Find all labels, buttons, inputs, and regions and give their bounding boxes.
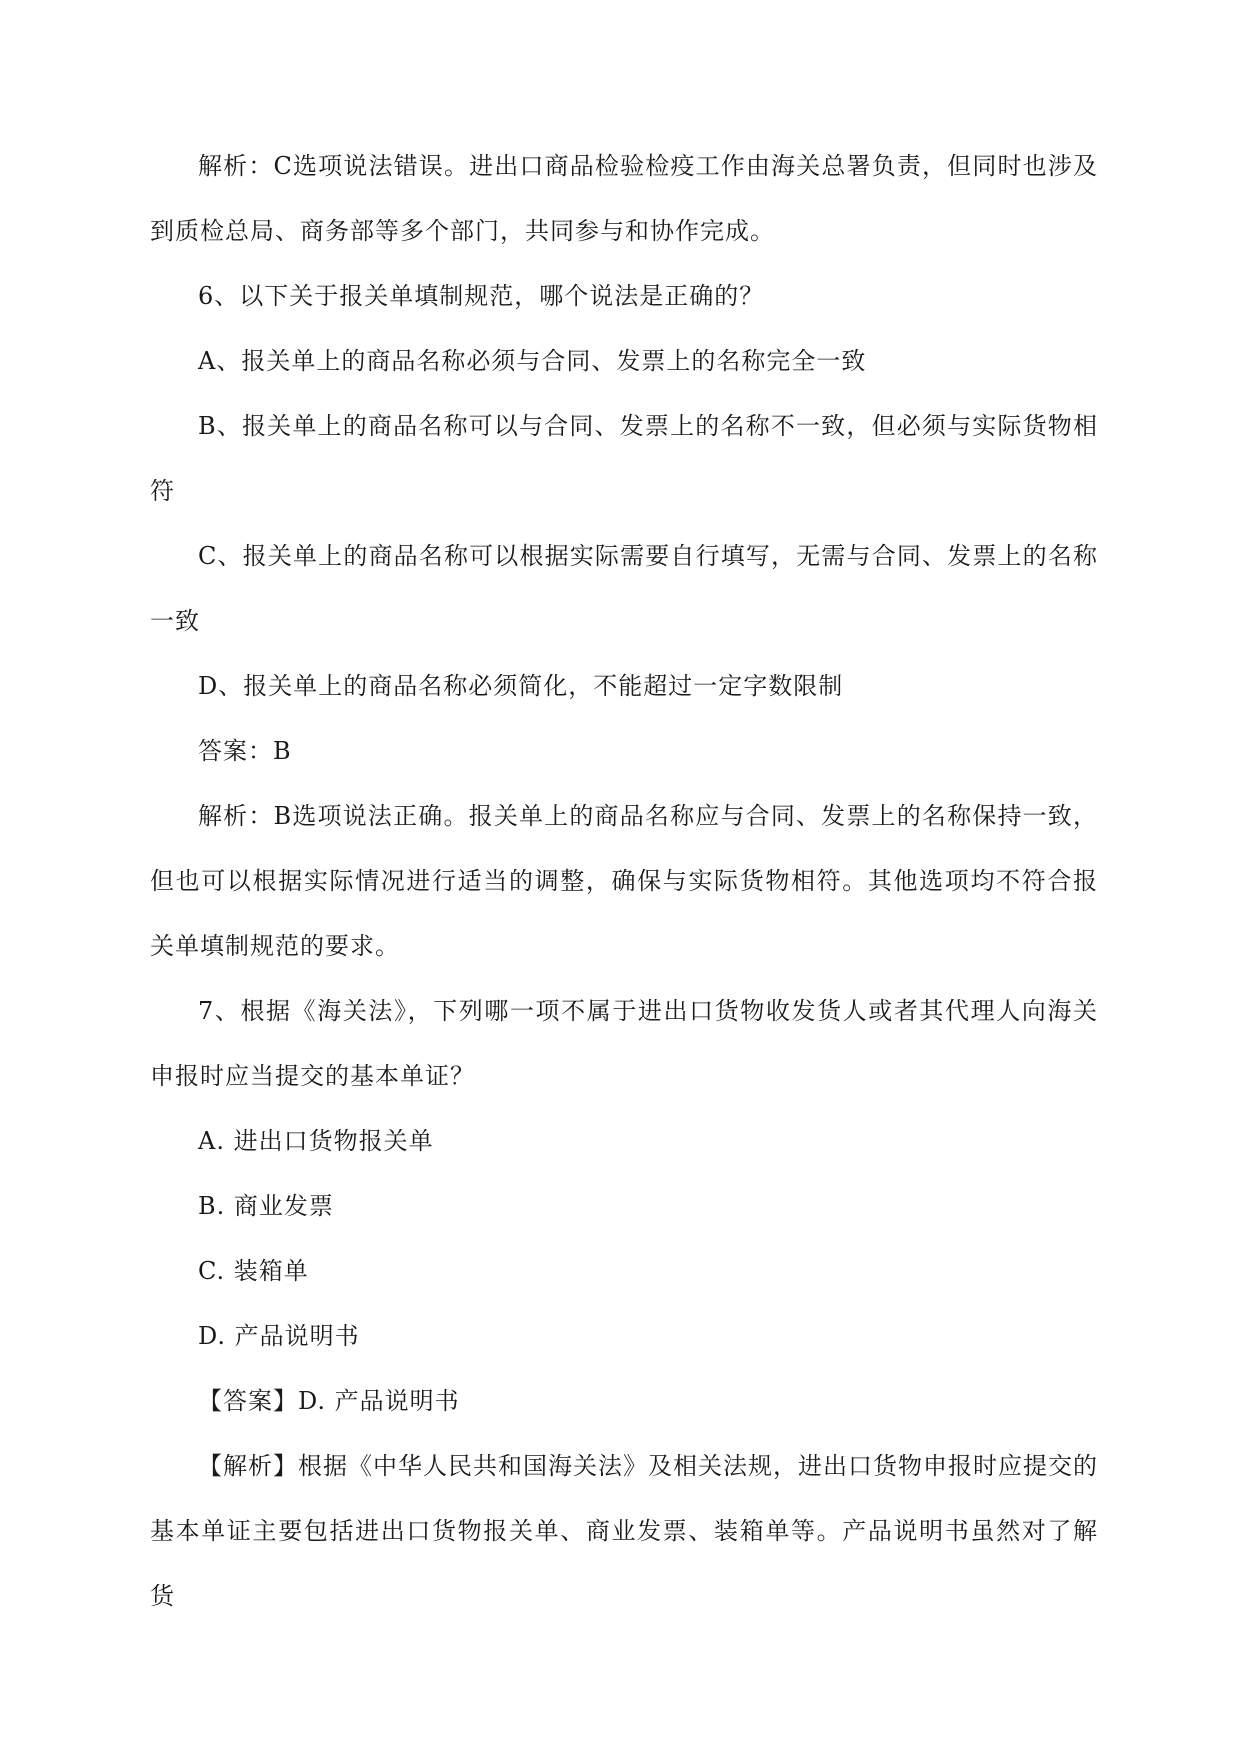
- analysis-paragraph-q5: 解析：C选项说法错误。进出口商品检验检疫工作由海关总署负责，但同时也涉及到质检总局、商务部等多个部门，共同参与和协作完成。: [150, 152, 1098, 245]
- option-d-q7: D. 产品说明书: [198, 1322, 360, 1350]
- option-c-q6: C、报关单上的商品名称可以根据实际需要自行填写，无需与合同、发票上的名称一致: [150, 542, 1098, 635]
- option-a-q6: A、报关单上的商品名称必须与合同、发票上的名称完全一致: [198, 347, 867, 375]
- option-b-q7: B. 商业发票: [198, 1192, 334, 1220]
- analysis-paragraph-q7: 【解析】根据《中华人民共和国海关法》及相关法规，进出口货物申报时应提交的基本单证主要包括进出口货物报关单、商业发票、装箱单等。产品说明书虽然对了解货: [150, 1452, 1098, 1610]
- question-6: 6、以下关于报关单填制规范，哪个说法是正确的？: [198, 282, 765, 310]
- option-b-q6: B、报关单上的商品名称可以与合同、发票上的名称不一致，但必须与实际货物相符: [150, 412, 1098, 505]
- answer-q6: 答案：B: [198, 737, 292, 765]
- option-c-q7: C. 装箱单: [198, 1257, 309, 1285]
- option-d-q6: D、报关单上的商品名称必须简化，不能超过一定字数限制: [198, 672, 844, 700]
- question-7: 7、根据《海关法》，下列哪一项不属于进出口货物收发货人或者其代理人向海关申报时应当提交的基本单证？: [150, 997, 1098, 1090]
- document-body: [150, 134, 1098, 1629]
- answer-q7: 【答案】D. 产品说明书: [198, 1387, 460, 1415]
- analysis-paragraph-q6: 解析：B选项说法正确。报关单上的商品名称应与合同、发票上的名称保持一致，但也可以根据实际情况进行适当的调整，确保与实际货物相符。其他选项均不符合报关单填制规范的要求。: [150, 802, 1098, 960]
- option-a-q7: A. 进出口货物报关单: [198, 1127, 434, 1155]
